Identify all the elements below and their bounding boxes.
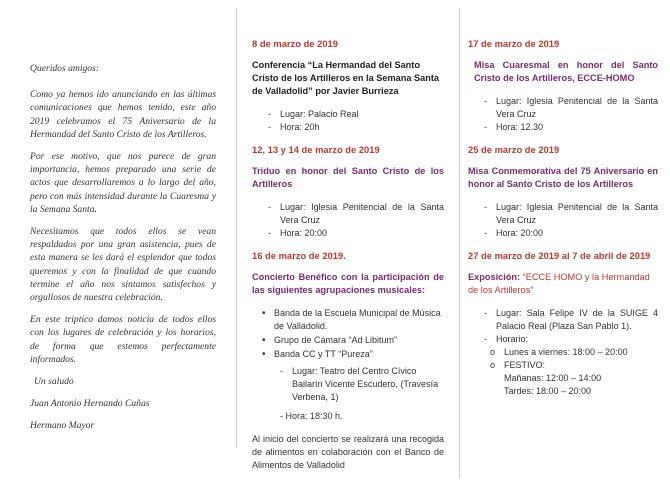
event-details <box>252 108 444 134</box>
schedule-festive-label: o FESTIVO: <box>468 359 658 372</box>
event-place: - Lugar: Teatro del Centro Cívico Bailarín Vicente Escudero, (Travesía Verbena, 1) <box>252 365 444 404</box>
letter-closing: Un saludo <box>34 376 74 388</box>
event-details <box>252 201 444 240</box>
event-title <box>252 59 444 98</box>
schedule-weekdays: o Lunes a viernes: 18:00 – 20:00 <box>468 346 658 359</box>
signature-name: Juan Antonio Hernando Cañas <box>30 398 150 410</box>
letter-greeting: Queridos amigos: <box>30 63 100 74</box>
letter-paragraph: En este tríptico damos noticia de todos ellos con los lugares de celebración y los horarios, de forma que estemos perfectamente informados. <box>30 314 216 365</box>
exhibition-name: “ECCE HOMO y la Hermandad de los Artilleros” <box>468 272 650 295</box>
concert-group: • Grupo de Cámara “Ad Libitum” <box>274 334 444 347</box>
schedule-mornings: Mañanas: 12:00 – 14:00 <box>504 373 602 383</box>
event-triduo <box>252 144 444 240</box>
event-date: 12, 13 y 14 de marzo de 2019 <box>252 144 380 155</box>
event-lent-mass <box>468 38 658 134</box>
concert-group: • Banda de la Escuela Municipal de Música de Valladolid. <box>274 307 444 333</box>
event-date: 27 de marzo de 2019 al 7 de abril de 2019 <box>468 250 651 261</box>
signature-role: Hermano Mayor <box>30 420 95 432</box>
event-place: - Lugar: Iglesia Penitencial de la Santa Vera Cruz <box>280 201 444 227</box>
event-anniversary-mass <box>468 144 658 240</box>
event-title: Misa Conmemorativa del 75 Aniversario en honor al Santo Cristo de los Artilleros <box>468 166 658 189</box>
event-time: - Hora: 20h <box>280 121 444 134</box>
event-place: - Lugar: Iglesia Penitencial de la Santa Vera Cruz <box>496 95 658 121</box>
event-concert <box>252 250 444 472</box>
event-date: 16 de marzo de 2019. <box>252 250 346 261</box>
event-details <box>468 95 658 134</box>
event-date: 8 de marzo de 2019 <box>252 38 338 49</box>
letter-paragraph: Necesitamos que todos ellos se vean respaldados por una gran asistencia, pues de esta manera se les dará el esplendor que todos queremos y con la finalidad de que cuando termine el año nos sintamos satisfechos y orgullosos de nuestra celebración. <box>30 226 216 304</box>
event-conference <box>252 38 444 134</box>
event-place: - Lugar: Palacio Real <box>280 108 444 121</box>
event-title-main: Conferencia “La Hermandad del Santo Cristo de los Artilleros en la Semana Santa de Valladolid” <box>252 60 440 96</box>
letter-paragraph: Como ya hemos ido anunciando en las últimas comunicaciones que hemos tenido, este año 2019 celebramos el 75 Aniversario de la Hermandad del Santo Cristo de los Artilleros. <box>30 89 216 140</box>
events-column-right <box>468 38 658 487</box>
event-time: - Hora: 20:00 <box>496 227 658 240</box>
event-title <box>468 271 658 297</box>
events-column-middle <box>252 38 444 487</box>
schedule-afternoons: Tardes: 18:00 – 20:00 <box>504 386 592 396</box>
event-place: - Lugar: Sala Felipe IV de la SUIGE 4 Palacio Real (Plaza San Pablo 1). <box>496 307 658 333</box>
letter-paragraph: Por ese motivo, que nos parece de gran importancia, hemos preparado una serie de actos que desarrollaremos a lo largo del año, pero con más intensidad durante la Cuaresma y la Semana Santa. <box>30 151 216 215</box>
event-title-speaker: por Javier Burrieza <box>312 86 399 96</box>
event-time: - Hora: 12.30 <box>496 121 658 134</box>
event-title: Triduo en honor del Santo Cristo de los Artilleros <box>252 166 444 189</box>
event-exhibition <box>468 250 658 398</box>
column-divider-left <box>236 8 237 448</box>
event-note: Al inicio del concierto se realizará una recogida de alimentos en colaboración con el Banco de Alimentos de Valladolid <box>252 434 444 470</box>
event-title: Concierto Benéfico con la participación de las siguientes agrupaciones musicales: <box>252 272 444 295</box>
event-time: - Hora: 20:00 <box>280 227 444 240</box>
letter-column <box>30 62 216 487</box>
event-title: Misa Cuaresmal en honor del Santo Cristo de los Artilleros, ECCE-HOMO <box>474 60 658 83</box>
concert-group: • Banda CC y TT “Pureza” <box>274 348 444 361</box>
event-date: 17 de marzo de 2019 <box>468 38 560 49</box>
exhibition-label: Exposición: <box>468 272 521 282</box>
event-place: - Lugar: Iglesia Penitencial de la Santa Vera Cruz <box>496 201 658 227</box>
event-time: - Hora: 18:30 h. <box>280 411 343 421</box>
concert-groups <box>252 307 444 361</box>
event-details <box>468 307 658 346</box>
event-details <box>468 201 658 240</box>
column-divider-right <box>459 8 460 478</box>
event-date: 25 de marzo de 2019 <box>468 144 560 155</box>
schedule-label: - Horario: <box>496 333 658 346</box>
